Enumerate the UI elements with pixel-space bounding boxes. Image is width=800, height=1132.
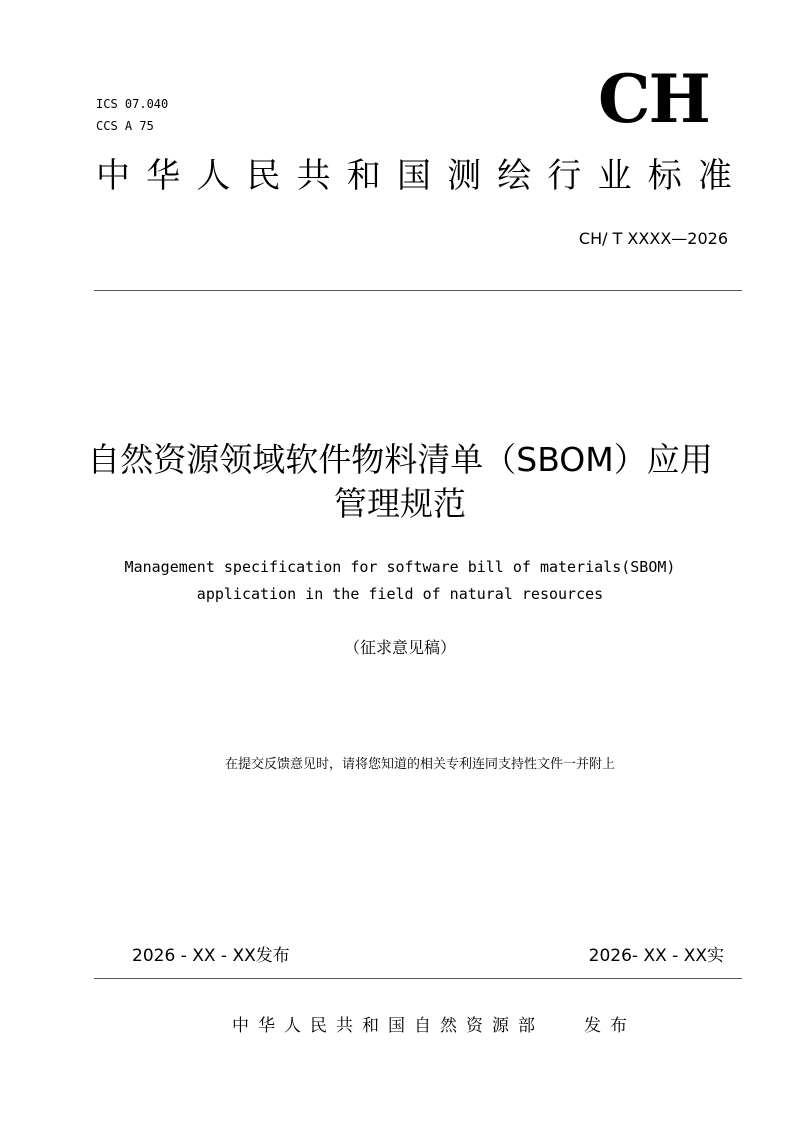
organization-char: 业 xyxy=(597,156,632,196)
organization-char: 准 xyxy=(697,156,732,196)
publish-date: 2026 - XX - XX发布 xyxy=(132,946,290,966)
chinese-title-line: 管理规范 xyxy=(334,484,466,523)
organization-char: 共 xyxy=(296,156,331,196)
implement-date: 2026- XX - XX实 xyxy=(588,946,724,966)
ch-logo: CH xyxy=(598,60,709,138)
draft-label: （征求意见稿） xyxy=(343,638,456,657)
organization-char: 行 xyxy=(547,156,582,196)
patent-notice: 在提交反馈意见时，请将您知道的相关专利连同支持性文件一并附上 xyxy=(224,757,615,772)
bottom-divider xyxy=(94,978,742,979)
issuing-authority: 中华人民共和国自然资源部 xyxy=(232,1016,544,1036)
ccs-code: CCS A 75 xyxy=(96,119,154,133)
chinese-title xyxy=(40,438,760,526)
organization-char: 民 xyxy=(246,156,281,196)
organization-char: 国 xyxy=(396,156,431,196)
standard-code: CH/ T XXXX—2026 xyxy=(578,229,728,248)
organization-char: 华 xyxy=(146,156,181,196)
organization-char: 绘 xyxy=(497,156,532,196)
organization-char: 中 xyxy=(96,156,130,196)
english-title-line: application in the field of natural resources xyxy=(196,585,604,603)
ics-code: ICS 07.040 xyxy=(96,97,169,111)
organization-char: 标 xyxy=(647,156,682,196)
organization-char: 测 xyxy=(447,156,482,196)
english-title-line: Management specification for software bill of materials(SBOM) xyxy=(124,558,676,576)
chinese-title-line: 自然资源领域软件物料清单（SBOM）应用 xyxy=(87,440,713,479)
organization-title xyxy=(96,154,732,198)
top-divider xyxy=(94,290,742,291)
issue-label: 发布 xyxy=(584,1016,636,1036)
english-title xyxy=(40,554,760,608)
organization-char: 人 xyxy=(196,156,231,196)
organization-char: 和 xyxy=(346,156,381,196)
